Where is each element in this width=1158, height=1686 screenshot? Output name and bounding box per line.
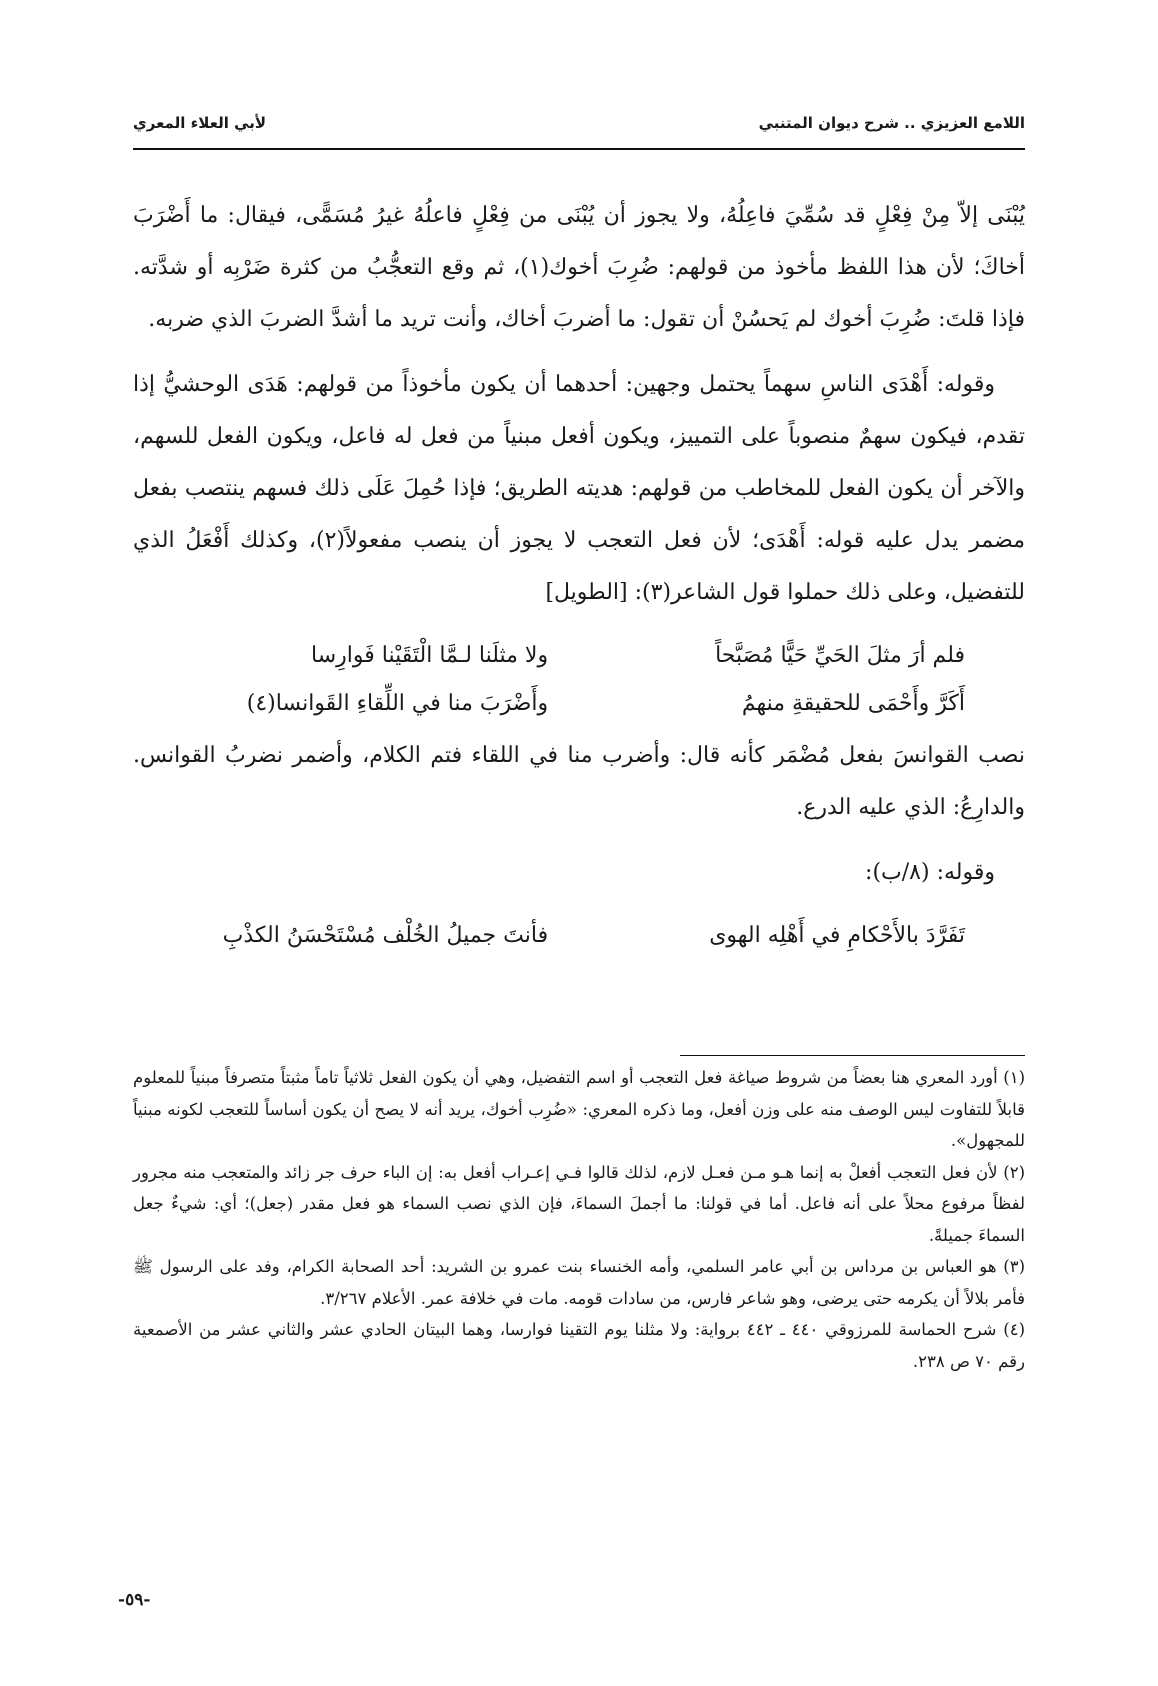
- verse-line-1: [193, 632, 965, 680]
- poem-quote-2: [133, 912, 1025, 960]
- footnotes: [133, 1062, 1025, 1377]
- footnote-1: (١) أورد المعري هنا بعضاً من شروط صياغة فعل التعجب أو اسم التفضيل، وهي أن يكون الفعل ثلاثياً تاماً مثبتاً متصرفاً مبنياً للمعلوم قابلاً للتفاوت ليس الوصف منه على وزن أفعل، وما ذكره المعري: «ضُرِب أخوك، يريد أنه لا يصح أن يكون أساساً للتعجب لكونه مبنياً للمجهول».: [133, 1068, 1025, 1150]
- running-header: [133, 108, 1025, 138]
- verse-3-second-half: فأنتَ جميلُ الخُلْف مُسْتَحْسَنُ الكذْبِ: [222, 923, 549, 948]
- paragraph-3: نصب القوانسَ بفعل مُضْمَر كأنه قال: وأضرب منا في اللقاء فتم الكلام، وأضمر نضربُ القوانس. والدارِعُ: الذي عليه الدرع.: [133, 743, 1025, 820]
- verse-1-second-half: ولا مثلَنا لـمَّا الْتَقَيْنا فَوارِسا: [311, 643, 549, 668]
- verse-2-first-half: أَكَرَّ وأَحْمَى للحقيقةِ منهمُ: [741, 691, 965, 716]
- verse-2-second-half: وأَضْرَبَ منا في اللِّقاءِ القَوانسا(٤): [246, 691, 549, 716]
- footnote-4: (٤) شرح الحماسة للمرزوقي ٤٤٠ ـ ٤٤٢ برواية: ولا مثلنا يوم التقينا فوارسا، وهما البيتان الحادي عشر والثاني عشر من الأصمعية رقم ٧٠ ص ٢٣٨.: [133, 1320, 1025, 1371]
- verse-line-2: [193, 680, 965, 728]
- verse-1-first-half: فلم أرَ مثلَ الحَيِّ حَيًّا مُصَبَّحاً: [715, 643, 965, 668]
- paragraph-1: يُبْنَى إلاّ مِنْ فِعْلٍ قد سُمِّيَ فاعِلُهُ، ولا يجوز أن يُبْنَى من فِعْلٍ فاعلُهُ غيرُ مُسَمًّى، فيقال: ما أَضْرَبَ أخاكَ؛ لأن هذا اللفظ مأخوذ من قولهم: ضُرِبَ أخوك(١)، ثم وقع التعجُّبُ من كثرة ضَرْبِه أو شدَّته. فإذا قلتَ: ضُرِبَ أخوك لم يَحسُنْ أن تقول: ما أضربَ أخاك، وأنت تريد ما أشدَّ الضربَ الذي ضربه.: [133, 203, 1025, 332]
- footnote-3: (٣) هو العباس بن مرداس بن أبي عامر السلمي، وأمه الخنساء بنت عمرو بن الشريد: أحد الصحابة الكرام، وفد على الرسول ﷺ فأمر بلالاً أن يكرمه حتى يرضى، وهو شاعر فارس، من سادات قومه. مات في خلافة عمر. الأعلام ٣/٢٦٧.: [133, 1257, 1025, 1308]
- header-book-title: اللامع العزيزي .. شرح ديوان المتنبي: [758, 114, 1025, 132]
- header-author: لأبي العلاء المعري: [133, 114, 267, 132]
- paragraph-4: وقوله: (٨/ب):: [865, 860, 995, 885]
- verse-line-3: [193, 912, 965, 960]
- footnote-2: (٢) لأن فعل التعجب أفعلْ به إنما هـو مـن فعـل لازم، لذلك قالوا فـي إعـراب أفعل به: إن الباء حرف جر زائد والمتعجب منه مجرور لفظاً مرفوع محلاً على أنه فاعل. أما في قولنا: ما أجملَ السماءَ، فإن الذي نصب السماء هو فعل مقدر (جعل)؛ أي: شيءٌ جعل السماءَ جميلةً.: [133, 1162, 1025, 1245]
- paragraph-2: وقوله: أَهْدَى الناسِ سهماً يحتمل وجهين: أحدهما أن يكون مأخوذاً من قولهم: هَدَى الوحشيُّ إذا تقدم، فيكون سهمٌ منصوباً على التمييز، ويكون أفعل مبنياً من فعل له فاعل، ويكون الفعل للسهم، والآخر أن يكون الفعل للمخاطب من قولهم: هديته الطريق؛ فإذا حُمِلَ عَلَى ذلك فسهم ينتصب بفعل مضمر يدل عليه قوله: أَهْدَى؛ لأن فعل التعجب لا يجوز أن ينصب مفعولاً(٢)، وكذلك أَفْعَلُ الذي للتفضيل، وعلى ذلك حملوا قول الشاعر(٣): [الطويل]: [133, 372, 1025, 605]
- verse-3-first-half: تَفَرَّدَ بالأَحْكامِ في أَهْلِه الهوى: [709, 923, 965, 948]
- main-text: [133, 190, 1025, 962]
- poem-quote-1: [133, 632, 1025, 728]
- footnote-divider: [680, 1055, 1025, 1056]
- header-divider: [133, 148, 1025, 150]
- page-number: -٥٩-: [118, 1590, 151, 1610]
